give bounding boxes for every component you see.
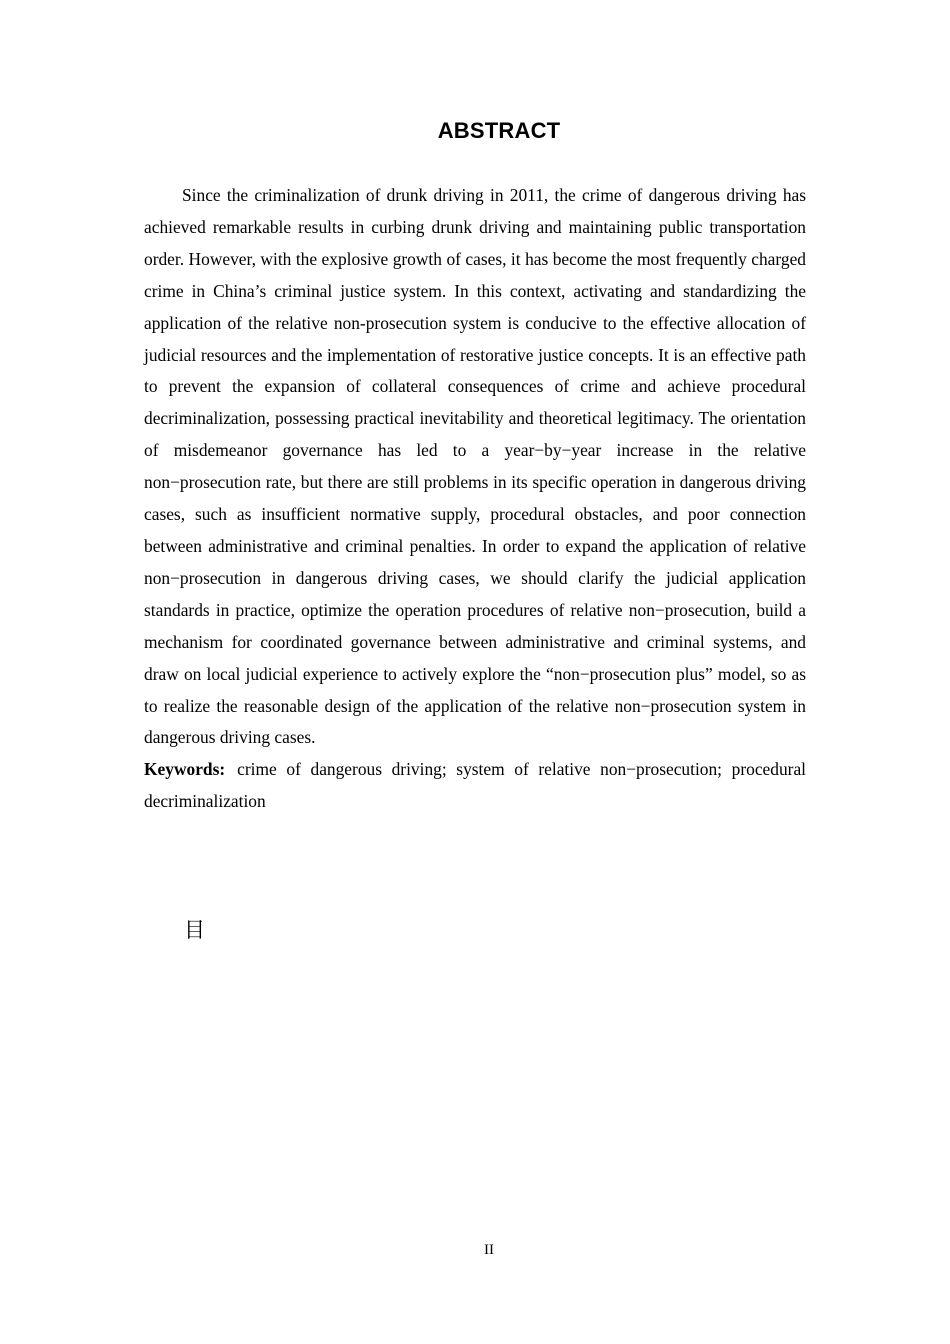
keywords-text: crime of dangerous driving; system of relative non−prosecution; procedural decriminalization [144, 759, 806, 812]
abstract-paragraph: Since the criminalization of drunk driving in 2011, the crime of dangerous driving has achieved remarkable results in curbing drunk driving and maintaining public transportation order. However, with the explosive growth of cases, it has become the most frequently charged crime in China’s criminal justice system. In this context, activating and standardizing the application of the relative non-prosecution system is conducive to the effective allocation of judicial resources and the implementation of restorative justice concepts. It is an effective path to prevent the expansion of collateral consequences of crime and achieve procedural decriminalization, possessing practical inevitability and theoretical legitimacy. The orientation of misdemeanor governance has led to a year−by−year increase in the relative non−prosecution rate, but there are still problems in its specific operation in dangerous driving cases, such as insufficient normative supply, procedural obstacles, and poor connection between administrative and criminal penalties. In order to expand the application of relative non−prosecution in dangerous driving cases, we should clarify the judicial application standards in practice, optimize the operation procedures of relative non−prosecution, build a mechanism for coordinated governance between administrative and criminal systems, and draw on local judicial experience to actively explore the “non−prosecution plus” model, so as to realize the reasonable design of the application of the relative non−prosecution system in dangerous driving cases. [144, 185, 806, 748]
toc-heading: 目 [184, 918, 205, 942]
abstract-title: ABSTRACT [437, 118, 561, 143]
keywords-label: Keywords: [144, 759, 226, 780]
abstract-body [144, 180, 806, 818]
page-number: II [484, 1242, 494, 1258]
keywords-line [144, 754, 806, 818]
